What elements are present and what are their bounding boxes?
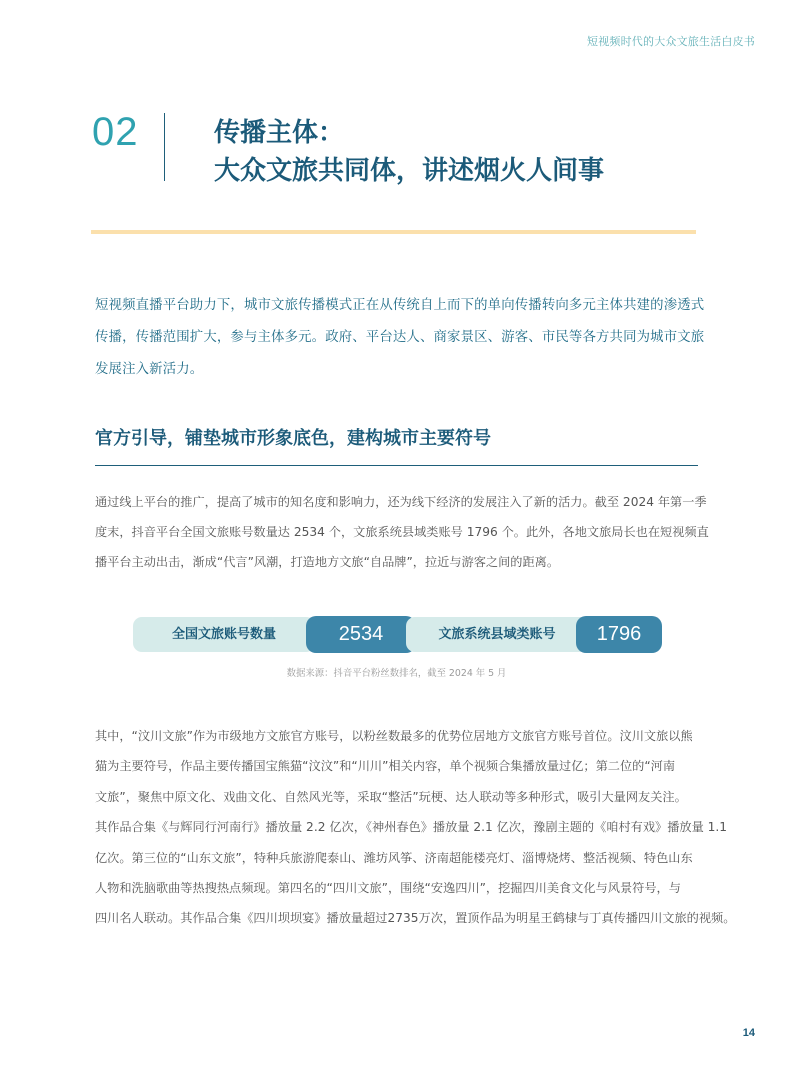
body-line: 播平台主动出击，渐成“代言”风潮，打造地方文旅“自品牌”，拉近与游客之间的距离。 <box>95 555 560 569</box>
intro-line: 发展注入新活力。 <box>95 362 204 377</box>
chapter-number: 02 <box>92 110 139 154</box>
body-line: 度末，抖音平台全国文旅账号数量达 2534 个，文旅系统县域类账号 1796 个。此外，各地文旅局长也在短视频直 <box>95 525 709 539</box>
intro-line: 短视频直播平台助力下，城市文旅传播模式正在从传统自上而下的单向传播转向多元主体共建的渗透式 <box>95 298 705 313</box>
body-line: 亿次。第三位的“山东文旅”，特种兵旅游爬泰山、潍坊风筝、济南超能楼亮灯、淄博烧烤、整活视频、特色山东 <box>95 850 693 865</box>
intro-paragraph <box>95 290 705 386</box>
chapter-title-line2: 大众文旅共同体，讲述烟火人间事 <box>214 156 605 186</box>
body-line: 猫为主要符号，作品主要传播国宝熊猫“汶汶”和“川川”相关内容，单个视频合集播放量过亿；第二位的“河南 <box>95 759 676 774</box>
body-line: 人物和洗脑歌曲等热搜热点频现。第四名的“四川文旅”，围绕“安逸四川”，挖掘四川美食文化与风景符号，与 <box>95 881 681 896</box>
stat-label: 文旅系统县域类账号 <box>406 617 588 652</box>
accent-bar <box>91 230 696 234</box>
body-line: 其中，“汶川文旅”作为市级地方文旅官方账号，以粉丝数最多的优势位居地方文旅官方账号首位。汶川文旅以熊 <box>95 729 693 743</box>
stat-value: 2534 <box>306 616 416 653</box>
body-line: 文旅”，聚焦中原文化、戏曲文化、自然风光等，采取“整活”玩梗、达人联动等多种形式，吸引大量网友关注。 <box>95 789 687 804</box>
stat-value: 1796 <box>576 616 662 653</box>
body-line: 四川名人联动。其作品合集《四川坝坝宴》播放量超过2735万次，置顶作品为明星王鹤棣与丁真传播四川文旅的视频。 <box>95 911 736 926</box>
intro-line: 传播，传播范围扩大，参与主体多元。政府、平台达人、商家景区、游客、市民等各方共同为城市文旅 <box>95 330 705 345</box>
chapter-divider <box>164 113 165 181</box>
body-paragraph-2 <box>95 721 736 934</box>
data-source-note: 数据来源：抖音平台粉丝数排名，截至 2024 年 5 月 <box>286 668 507 679</box>
body-line: 其作品合集《与辉同行河南行》播放量 2.2 亿次，《神州春色》播放量 2.1 亿次，豫剧主题的《咱村有戏》播放量 1.1 <box>95 820 728 835</box>
body-paragraph-1 <box>95 487 709 577</box>
chapter-title-line1: 传播主体： <box>214 118 345 148</box>
running-header: 短视频时代的大众文旅生活白皮书 <box>587 35 755 48</box>
body-line: 通过线上平台的推广，提高了城市的知名度和影响力，还为线下经济的发展注入了新的活力。截至 2024 年第一季 <box>95 495 707 509</box>
section-heading: 官方引导，铺垫城市形象底色，建构城市主要符号 <box>95 428 491 449</box>
page-number: 14 <box>742 1027 755 1039</box>
section-rule <box>95 465 698 466</box>
stat-label: 全国文旅账号数量 <box>133 617 315 652</box>
